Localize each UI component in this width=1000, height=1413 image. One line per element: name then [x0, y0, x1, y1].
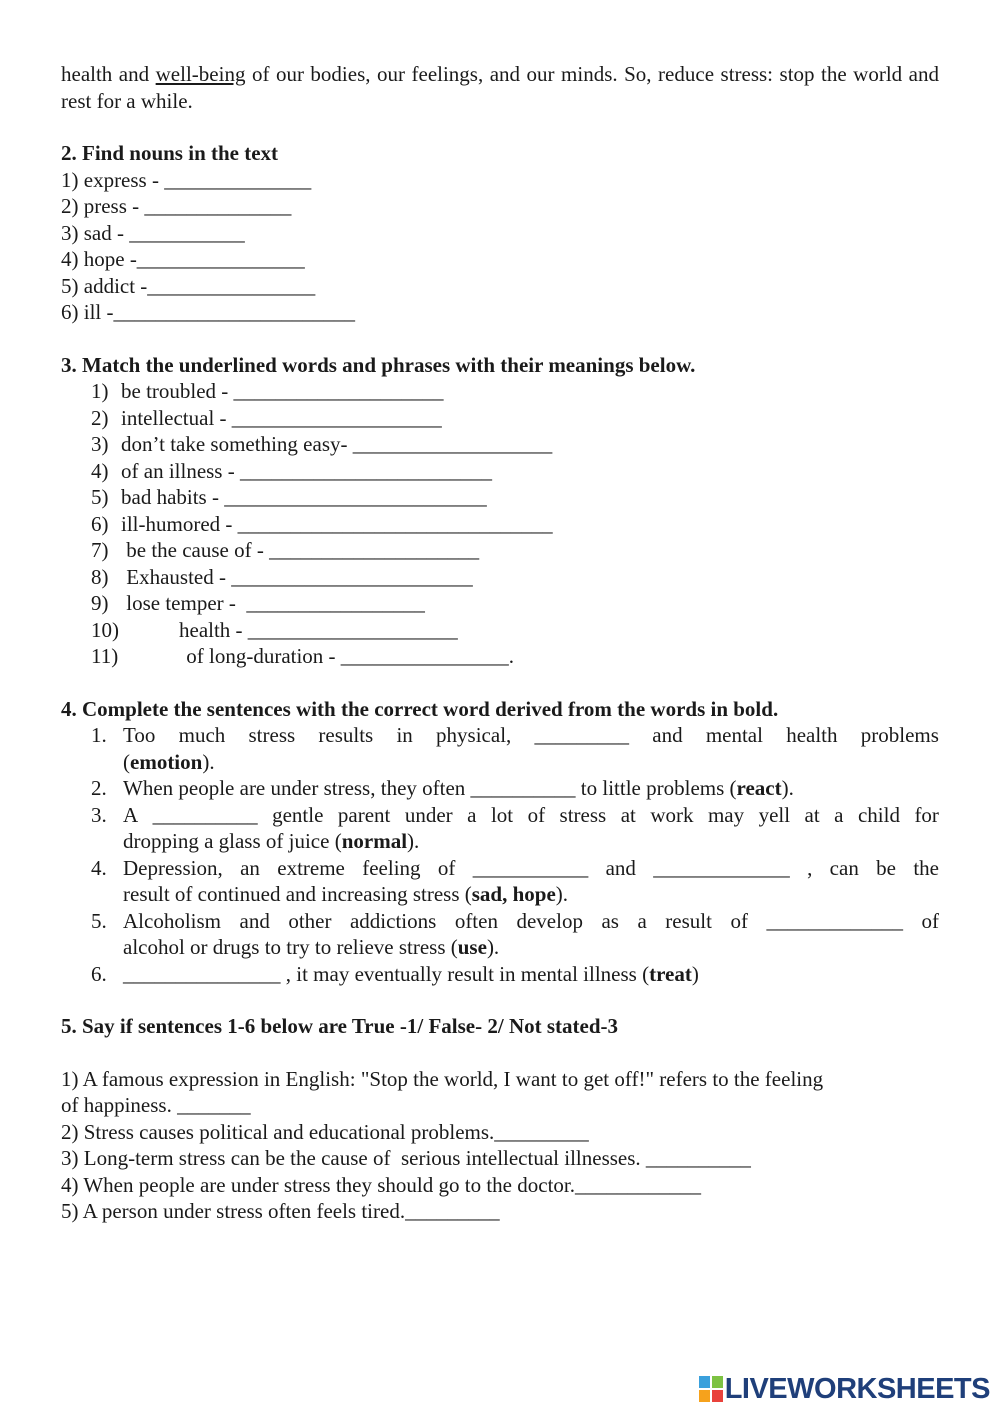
sentence-word: extreme: [277, 855, 345, 880]
sentence-word: may: [707, 802, 745, 827]
statement-item: 4) When people are under stress they should go to the doctor.____________: [61, 1172, 701, 1197]
sentence-word: work: [650, 802, 694, 827]
sentence-word: Too: [123, 723, 156, 747]
sentence-word: A: [123, 802, 139, 827]
statement-item: of happiness. _______: [61, 1093, 251, 1117]
match-item: 9) lose temper - _________________: [91, 591, 425, 615]
sentence-word: results: [318, 723, 374, 747]
match-item: 3) don’t take something easy- ___________________: [91, 432, 553, 456]
sentence-word: of: [730, 908, 748, 933]
sentence-word: a: [637, 908, 647, 933]
statement-item: 1) A famous expression in English: "Stop the world, I want to get off!" refers to the feeling: [61, 1066, 824, 1091]
section-5-title: 5. Say if sentences 1-6 below are True -1/ False- 2/ Not stated-3: [61, 1014, 619, 1038]
sentence-item: 2. When people are under stress, they often __________ to little problems (react).: [91, 776, 794, 800]
match-item: 1) be troubled - ____________________: [91, 379, 444, 403]
sentence-word: __________: [152, 802, 258, 827]
sentence-word: Alcoholism: [123, 908, 221, 933]
sentence-item: 3. A __________ gentle parent under a lot of stress at work may yell at a child for dropping a glass of juice (normal).: [61, 802, 939, 855]
brand-name: LIVEWORKSHEETS: [724, 1372, 990, 1405]
sentence-word: of: [437, 855, 456, 880]
logo-block-red: [712, 1390, 723, 1402]
match-item: 5) bad habits - _________________________: [91, 485, 487, 509]
sentence-word: gentle: [272, 802, 324, 827]
sentence-word: ___________: [472, 855, 589, 880]
sentence-word: parent: [337, 802, 391, 827]
sentence-item: 1. Too much stress results in physical, _________ and mental health problems (emotion).: [61, 722, 939, 775]
sentence-word: as: [601, 908, 619, 933]
sentence-word: and: [605, 855, 636, 880]
sentence-word: feeling: [362, 855, 421, 880]
sentence-word: a: [467, 802, 477, 827]
intro-paragraph: health and well-being of our bodies, our feelings, and our minds. So, reduce stress: stop the world and rest for a while.: [61, 62, 939, 113]
sentence-word: ,: [807, 855, 813, 880]
match-item: 6) ill-humored - ______________________________: [91, 511, 553, 536]
noun-item: 6) ill -_______________________: [61, 300, 355, 324]
noun-item: 5) addict -________________: [61, 273, 316, 298]
match-item: 10) health - ____________________: [91, 617, 458, 642]
sentence-item: 6. _______________ , it may eventually result in mental illness (treat): [91, 961, 699, 986]
sentence-word: lot: [490, 802, 514, 827]
sentence-word: under: [404, 802, 453, 827]
sentence-item: 4. Depression, an extreme feeling of ___________ and _____________ , can be the result of continued and increasing stress (sad, hope).: [61, 855, 939, 908]
sentence-item: 5. Alcoholism and other addictions often develop as a result of _____________ of alcohol or drugs to try to relieve stress (use).: [61, 908, 939, 961]
sentence-word: can: [829, 855, 859, 880]
noun-item: 3) sad - ___________: [61, 220, 245, 245]
match-item: 11) of long-duration - ________________.: [91, 644, 515, 668]
sentence-word: _____________: [766, 908, 903, 933]
logo-block-blue: [699, 1376, 710, 1388]
section-4-title: 4. Complete the sentences with the correct word derived from the words in bold.: [61, 696, 779, 721]
underlined-word: well-being: [155, 62, 246, 86]
sentence-line: [61, 722, 939, 749]
sentence-word: often: [454, 908, 498, 933]
sentence-word: be: [876, 855, 896, 880]
match-item: 7) be the cause of - ____________________: [91, 538, 480, 562]
sentence-word: at: [804, 802, 820, 827]
sentence-line: [61, 855, 939, 882]
sentence-word: of: [921, 908, 939, 933]
logo-blocks-icon: [699, 1376, 723, 1402]
sentence-word: Depression,: [123, 855, 223, 880]
sentence-word: mental: [705, 723, 763, 747]
sentence-word: other: [288, 908, 332, 933]
noun-item: 4) hope -________________: [61, 247, 305, 271]
sentence-word: yell: [758, 802, 791, 827]
sentence-word: much: [178, 723, 226, 747]
sentence-word: in: [396, 723, 413, 747]
section-3-title: 3. Match the underlined words and phrases with their meanings below.: [61, 352, 696, 377]
statement-item: 2) Stress causes political and educational problems._________: [61, 1119, 589, 1144]
sentence-line: [61, 908, 939, 935]
sentence-word: stress: [248, 723, 296, 747]
sentence-line: [61, 802, 939, 829]
noun-item: 1) express - ______________: [61, 167, 312, 192]
sentence-word: _________: [534, 723, 630, 747]
match-item: 8) Exhausted - _______________________: [91, 564, 473, 589]
sentence-word: develop: [516, 908, 583, 933]
statement-item: 5) A person under stress often feels tired._________: [61, 1199, 500, 1223]
sentence-word: a: [834, 802, 844, 827]
sentence-word: and: [239, 908, 270, 933]
sentence-word: _____________: [653, 855, 790, 880]
sentence-word: for: [914, 802, 939, 827]
match-item: 4) of an illness - ________________________: [91, 458, 492, 483]
sentence-word: stress: [559, 802, 607, 827]
statement-item: 3) Long-term stress can be the cause of serious intellectual illnesses. __________: [61, 1146, 751, 1170]
section-2-title: 2. Find nouns in the text: [61, 141, 279, 165]
sentence-word: the: [913, 855, 939, 880]
sentence-word: child: [857, 802, 900, 827]
sentence-word: at: [620, 802, 636, 827]
logo-block-green: [712, 1376, 723, 1388]
sentence-word: addictions: [349, 908, 437, 933]
sentence-word: an: [240, 855, 260, 880]
sentence-word: health: [786, 723, 838, 747]
sentence-word: of: [527, 802, 546, 827]
sentence-word: and: [652, 723, 683, 747]
sentence-word: physical,: [436, 723, 512, 747]
liveworksheets-logo: [699, 1374, 990, 1404]
sentence-word: result: [665, 908, 712, 933]
match-item: 2) intellectual - ____________________: [91, 405, 442, 430]
worksheet-page: [61, 61, 939, 1225]
noun-item: 2) press - ______________: [61, 194, 292, 218]
logo-block-orange: [699, 1390, 710, 1402]
sentence-word: problems: [860, 723, 939, 747]
